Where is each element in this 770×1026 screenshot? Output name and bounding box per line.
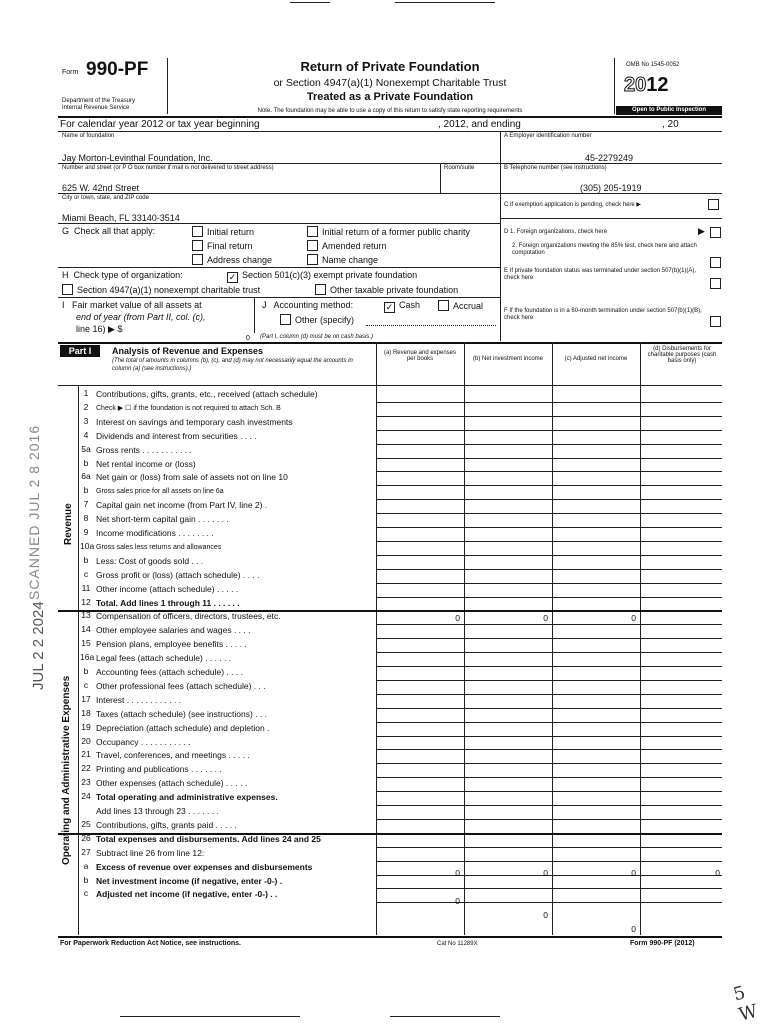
row-divider (376, 458, 722, 459)
line-label: Capital gain net income (from Part IV, line 2) . (96, 500, 268, 511)
line-number: a (83, 860, 89, 871)
row-divider (376, 777, 722, 778)
form-label: Form (62, 69, 79, 76)
line-label: Legal fees (attach schedule) . . . . . . (96, 653, 232, 664)
line12-col-b: 0 (543, 613, 548, 623)
line-label: Other income (attach schedule) . . . . . (96, 583, 239, 594)
open-inspection-badge: Open to Public Inspection (616, 106, 722, 115)
line-label: Income modifications . . . . . . . . (96, 528, 214, 538)
cash-basis-note: (Part I, column (d) must be on cash basis.) (260, 334, 374, 340)
h-label: H Check type of organization: (62, 270, 183, 280)
line-number: 11 (81, 582, 91, 593)
line-label: Less: Cost of goods sold . . . (96, 555, 204, 566)
line-number: 5a (81, 443, 91, 454)
final-return-option[interactable]: Final return (192, 240, 253, 251)
ein-label: A Employer identification number (504, 133, 592, 139)
line-label: Net rental income or (loss) (96, 458, 196, 469)
exemption-pending-label: C If exemption application is pending, check here ▶ (504, 202, 642, 208)
line-number: 15 (81, 638, 91, 649)
catalog-number: Cat No 11289X (437, 941, 478, 947)
line-label: Gross profit or (loss) (attach schedule) . . . . (96, 569, 260, 580)
col-c-header: (c) Adjusted net income (564, 356, 628, 362)
row-divider (376, 444, 722, 445)
line-label: Total operating and administrative expenses. (96, 792, 278, 803)
amended-return-option[interactable]: Amended return (307, 240, 387, 251)
line26-col-a: 0 (455, 868, 460, 878)
phone-value: (305) 205-1919 (580, 183, 642, 193)
row-divider (376, 638, 722, 639)
expenses-side-label: Operating and Administrative Expenses (61, 675, 72, 865)
line-number: c (83, 679, 89, 690)
dept-line1: Department of the Treasury (62, 98, 136, 104)
line-label: Check ▶ ☐ if the foundation is not required to attach Sch. B (96, 404, 281, 412)
foreign-org-checkbox[interactable] (710, 227, 721, 238)
street-address: 625 W. 42nd Street (62, 183, 140, 193)
row-divider (376, 471, 722, 472)
row-divider (376, 722, 722, 723)
line-label: Other professional fees (attach schedule) . . . (96, 680, 266, 691)
initial-return-former-charity-option[interactable]: Initial return of a former public charity (307, 226, 470, 237)
row-divider (376, 597, 722, 598)
name-change-option[interactable]: Name change (307, 254, 378, 265)
line-label: Taxes (attach schedule) (see instructions) . . . (96, 708, 268, 719)
foreign-85-label: 2. Foreign organizations meeting the 85% test, check here and attach computation (512, 243, 697, 256)
address-change-option[interactable]: Address change (192, 254, 272, 265)
line-number: 24 (81, 791, 91, 802)
line-number: c (83, 888, 89, 899)
line27b-col-b: 0 (543, 910, 548, 920)
line-number: 10a (80, 540, 95, 551)
line-number: 23 (81, 777, 91, 788)
line-number: 1 (83, 388, 89, 398)
col-a-header: (a) Revenue and expenses per books (383, 350, 457, 362)
other-taxable-option[interactable]: Other taxable private foundation (315, 284, 458, 295)
part-label: Part I (60, 345, 100, 357)
row-divider (376, 749, 722, 750)
line-number: b (83, 485, 89, 496)
line26-col-b: 0 (543, 868, 548, 878)
section-4947-option[interactable]: Section 4947(a)(1) nonexempt charitable trust (62, 284, 260, 295)
form-title: Return of Private Foundation (300, 59, 480, 74)
line-number: 6a (81, 471, 91, 482)
line-number: 18 (81, 707, 91, 718)
row-divider (376, 402, 722, 403)
line-number: 12 (81, 596, 91, 607)
line-label: Gross sales price for all assets on line 6a (96, 488, 224, 496)
exemption-pending-checkbox[interactable] (708, 199, 719, 210)
row-divider (376, 847, 722, 848)
calendar-year-mid: , 2012, and ending (438, 119, 521, 130)
line12-col-c: 0 (631, 613, 636, 623)
form-number: 990-PF (86, 59, 149, 80)
g-label: G Check all that apply: (62, 226, 156, 236)
row-divider (376, 888, 722, 889)
line-number: 16a (80, 652, 95, 663)
part-description: (The total of amounts in columns (b), (c), and (d) may not necessarily equal the amounts in column (a) (see instructions).) (112, 358, 353, 372)
accrual-option[interactable]: Accrual (438, 300, 483, 311)
row-divider (376, 694, 722, 695)
line-number: 9 (83, 527, 89, 537)
tax-year: 2012 (624, 74, 669, 96)
line26-col-d: 0 (715, 868, 720, 878)
row-divider (376, 485, 722, 486)
line-number: 26 (81, 832, 91, 843)
line-label: Depreciation (attach schedule) and depletion . (96, 722, 270, 733)
status-terminated-checkbox[interactable] (710, 278, 721, 289)
section-501c3-option[interactable]: ✓ Section 501(c)(3) exempt private foundation (228, 270, 418, 282)
fmv-value: 0 (246, 335, 250, 342)
line-label: Printing and publications . . . . . . . (96, 764, 222, 775)
foreign-85-checkbox[interactable] (710, 257, 721, 268)
line-number: 8 (83, 513, 89, 524)
line-number: b (83, 874, 89, 885)
line-label: Total. Add lines 1 through 11 . . . . . . (96, 597, 240, 608)
row-divider (376, 666, 722, 667)
line-number: 2 (83, 401, 89, 412)
fmv-line3: line 16) ▶ $ (76, 324, 123, 334)
line-label: Total expenses and disbursements. Add lines 24 and 25 (96, 833, 321, 844)
calendar-year-end: , 20 (662, 119, 679, 130)
line-label: Subtract line 26 from line 12: (96, 847, 205, 858)
line-label: Contributions, gifts, grants paid . . . . . (96, 819, 237, 830)
row-divider (376, 861, 722, 862)
street-label: Number and street (or P O box number if mail is not delivered to street address) (62, 165, 274, 171)
dept-line2: Internal Revenue Service (62, 105, 130, 111)
scanned-stamp: SCANNED JUL 2 8 2016 (26, 424, 42, 600)
termination-60-checkbox[interactable] (710, 316, 721, 327)
paperwork-notice: For Paperwork Reduction Act Notice, see instructions. (60, 940, 241, 947)
line-label: Gross sales less returns and allowances (96, 543, 222, 551)
row-divider (376, 416, 722, 417)
line-label: Add lines 13 through 23 . . . . . . . (96, 806, 219, 816)
row-divider (376, 680, 722, 681)
line-label: Other expenses (attach schedule) . . . . . (96, 778, 248, 789)
fmv-line2: end of year (from Part II, col. (c), (76, 312, 206, 322)
foundation-name: Jay Morton-Levinthal Foundation, Inc. (62, 153, 213, 163)
form-note: Note. The foundation may be able to use a copy of this return to satisfy state reporting requirements (257, 108, 523, 114)
initial-return-option[interactable]: Initial return (192, 226, 254, 237)
revenue-side-label: Revenue (63, 503, 74, 545)
form-subtitle2: Treated as a Private Foundation (306, 91, 474, 103)
row-divider (376, 555, 722, 556)
line-label: Excess of revenue over expenses and disbursements (96, 861, 313, 872)
line-number: 14 (81, 624, 91, 635)
row-divider (376, 805, 722, 806)
line-number: b (83, 554, 89, 565)
line-label: Net short-term capital gain . . . . . . . (96, 514, 229, 525)
line-label: Pension plans, employee benefits . . . . . (96, 639, 247, 650)
line-label: Occupancy . . . . . . . . . . . (96, 736, 191, 747)
line-number: 3 (83, 415, 89, 426)
cash-option[interactable]: ✓ Cash (385, 300, 421, 312)
line27c-col-c: 0 (631, 924, 636, 934)
line-number: 25 (81, 818, 91, 829)
row-divider (376, 624, 722, 625)
name-label: Name of foundation (62, 133, 115, 139)
footer-form-label: Form 990-PF (2012) (630, 940, 695, 947)
city-state-zip: Miami Beach, FL 33140-3514 (62, 213, 180, 223)
row-divider (376, 583, 722, 584)
handwritten-mark: 5 W (731, 982, 760, 1026)
fmv-line1: I Fair market value of all assets at (62, 300, 202, 310)
row-divider (376, 499, 722, 500)
row-divider (376, 763, 722, 764)
city-label: City or town, state, and ZIP code (62, 195, 149, 201)
room-label: Room/suite (444, 165, 475, 171)
line-number: 13 (81, 610, 91, 621)
line27a-col-a: 0 (455, 896, 460, 906)
line-label: Interest on savings and temporary cash investments (96, 416, 293, 427)
line26-col-c: 0 (631, 868, 636, 878)
calendar-year-label: For calendar year 2012 or tax year beginning (60, 119, 260, 130)
line-label: Other employee salaries and wages . . . . (96, 625, 251, 636)
line-number: 19 (81, 721, 91, 732)
col-b-header: (b) Net investment income (472, 356, 544, 362)
row-divider (376, 541, 722, 542)
line-number: 27 (81, 846, 91, 857)
line-number: 21 (81, 749, 91, 760)
line-label: Compensation of officers, directors, trustees, etc. (96, 611, 281, 622)
line-label: Travel, conferences, and meetings . . . . . (96, 750, 250, 761)
line-number: 4 (83, 429, 89, 440)
row-divider (376, 430, 722, 431)
row-divider (376, 736, 722, 737)
line-number: 20 (81, 735, 91, 746)
foreign-org-label: D 1. Foreign organizations, check here (504, 229, 608, 235)
line-number: b (83, 666, 89, 676)
line-label: Contributions, gifts, grants, etc., received (attach schedule) (96, 389, 318, 399)
row-divider (376, 527, 722, 528)
line-number: 22 (81, 763, 91, 774)
part-title: Analysis of Revenue and Expenses (112, 346, 264, 356)
row-divider (376, 569, 722, 570)
row-divider (376, 513, 722, 514)
ein-value: 45-2279249 (585, 153, 634, 163)
line-label: Dividends and interest from securities . . . . (96, 430, 257, 441)
line-number: b (83, 457, 89, 468)
form-subtitle: or Section 4947(a)(1) Nonexempt Charitable Trust (273, 77, 507, 89)
termination-60-label: F If the foundation is in a 60-month termination under section 507(b)(1)(B), check here (504, 308, 702, 321)
line-label: Accounting fees (attach schedule) . . . . (96, 667, 243, 677)
line12-col-a: 0 (455, 613, 460, 623)
col-d-header: (d) Disbursements for charitable purposes (cash basis only) (647, 346, 717, 364)
line-number: 17 (81, 693, 91, 704)
arrow-icon: ▶ (698, 226, 705, 236)
line-number: c (83, 568, 89, 579)
line-label: Net investment income (if negative, enter -0-) . (96, 875, 283, 886)
line-label: Net gain or (loss) from sale of assets not on line 10 (96, 472, 288, 483)
other-method-option[interactable]: Other (specify) (280, 314, 354, 325)
line-number: 7 (83, 499, 89, 510)
row-divider (376, 708, 722, 709)
row-divider (376, 791, 722, 792)
received-date-stamp: JUL 2 2 2024 (30, 601, 47, 690)
line-label: Adjusted net income (if negative, enter -0-) . . (96, 889, 278, 900)
status-terminated-label: E If private foundation status was terminated under section 507(b)(1)(A), check here (504, 268, 697, 281)
row-divider (376, 819, 722, 820)
line-label: Gross rents . . . . . . . . . . . (96, 444, 192, 455)
omb-number: OMB No 1545-0052 (626, 62, 680, 68)
row-divider (376, 652, 722, 653)
line-label: Interest . . . . . . . . . . . . (96, 694, 182, 705)
accounting-method-label: J Accounting method: (262, 300, 354, 310)
phone-label: B Telephone number (see instructions) (504, 165, 607, 171)
